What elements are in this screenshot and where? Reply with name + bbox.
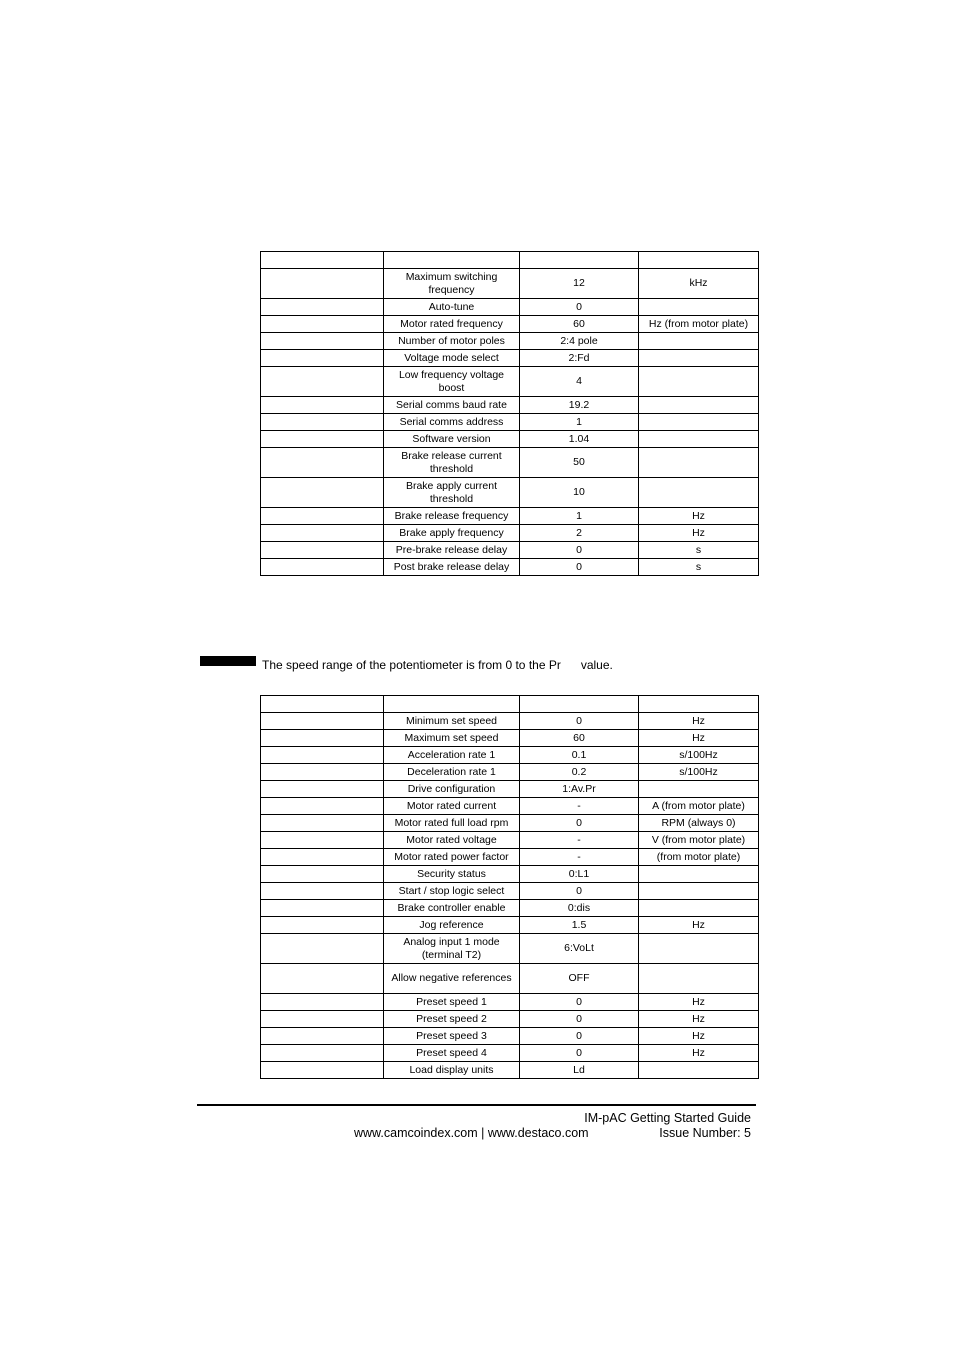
parameter-setting: - bbox=[520, 798, 639, 815]
parameter-description: Brake apply current threshold bbox=[384, 478, 520, 508]
parameter-units bbox=[639, 781, 759, 798]
parameter-setting: OFF bbox=[520, 964, 639, 994]
parameter-number bbox=[261, 934, 384, 964]
parameter-setting: 0:L1 bbox=[520, 866, 639, 883]
table-row bbox=[261, 730, 759, 747]
table-row bbox=[261, 1011, 759, 1028]
parameter-setting: 60 bbox=[520, 316, 639, 333]
parameter-setting: 19.2 bbox=[520, 397, 639, 414]
footer-website-links[interactable]: www.camcoindex.com | www.destaco.com bbox=[354, 1126, 589, 1140]
table-row bbox=[261, 397, 759, 414]
parameter-setting: - bbox=[520, 832, 639, 849]
note-text-after: value. bbox=[580, 658, 613, 672]
parameter-setting: 6:VoLt bbox=[520, 934, 639, 964]
parameter-setting: 0 bbox=[520, 1028, 639, 1045]
parameter-units: RPM (always 0) bbox=[639, 815, 759, 832]
parameter-units bbox=[639, 414, 759, 431]
parameter-units bbox=[639, 964, 759, 994]
footer-divider bbox=[197, 1104, 756, 1106]
parameter-description: Deceleration rate 1 bbox=[384, 764, 520, 781]
parameter-number bbox=[261, 1062, 384, 1079]
parameter-number bbox=[261, 1045, 384, 1062]
parameter-number bbox=[261, 798, 384, 815]
parameter-table-2 bbox=[260, 695, 759, 1079]
parameter-setting: 2:Fd bbox=[520, 350, 639, 367]
footer-issue-number: Issue Number: 5 bbox=[659, 1126, 751, 1140]
parameter-units bbox=[639, 431, 759, 448]
parameter-units bbox=[639, 299, 759, 316]
parameter-setting: 0:dis bbox=[520, 900, 639, 917]
table-row bbox=[261, 747, 759, 764]
parameter-setting: 1.04 bbox=[520, 431, 639, 448]
table-row bbox=[261, 934, 759, 964]
parameter-setting: 4 bbox=[520, 367, 639, 397]
parameter-number bbox=[261, 525, 384, 542]
table-row bbox=[261, 994, 759, 1011]
parameter-units bbox=[639, 900, 759, 917]
parameter-description: Motor rated voltage bbox=[384, 832, 520, 849]
parameter-units bbox=[639, 478, 759, 508]
parameter-number bbox=[261, 431, 384, 448]
note-text bbox=[262, 658, 613, 673]
parameter-description: Acceleration rate 1 bbox=[384, 747, 520, 764]
table-row bbox=[261, 781, 759, 798]
parameter-setting: 0.1 bbox=[520, 747, 639, 764]
parameter-units: V (from motor plate) bbox=[639, 832, 759, 849]
parameter-number bbox=[261, 866, 384, 883]
parameter-setting: 1 bbox=[520, 414, 639, 431]
parameter-description: Maximum switching frequency bbox=[384, 269, 520, 299]
parameter-description: Number of motor poles bbox=[384, 333, 520, 350]
parameter-number bbox=[261, 849, 384, 866]
parameter-setting: 2 bbox=[520, 525, 639, 542]
table-row bbox=[261, 849, 759, 866]
parameter-table-1 bbox=[260, 251, 759, 576]
parameter-number bbox=[261, 333, 384, 350]
parameter-description: Security status bbox=[384, 866, 520, 883]
parameter-units: Hz bbox=[639, 1045, 759, 1062]
table-row bbox=[261, 414, 759, 431]
parameter-units: Hz bbox=[639, 713, 759, 730]
parameter-setting: 50 bbox=[520, 448, 639, 478]
parameter-units: Hz bbox=[639, 730, 759, 747]
parameter-units: Hz bbox=[639, 1011, 759, 1028]
table-row bbox=[261, 316, 759, 333]
parameter-setting: Ld bbox=[520, 1062, 639, 1079]
parameter-number bbox=[261, 397, 384, 414]
parameter-number bbox=[261, 350, 384, 367]
parameter-units bbox=[639, 1062, 759, 1079]
parameter-description: Minimum set speed bbox=[384, 713, 520, 730]
parameter-number bbox=[261, 815, 384, 832]
parameter-description: Motor rated full load rpm bbox=[384, 815, 520, 832]
parameter-description: Preset speed 1 bbox=[384, 994, 520, 1011]
parameter-description: Start / stop logic select bbox=[384, 883, 520, 900]
parameter-setting: 1 bbox=[520, 508, 639, 525]
note-label-bar bbox=[200, 656, 256, 666]
parameter-setting: 1:Av.Pr bbox=[520, 781, 639, 798]
parameter-units bbox=[639, 367, 759, 397]
parameter-description: Post brake release delay bbox=[384, 559, 520, 576]
table-row bbox=[261, 269, 759, 299]
parameter-description: Brake release current threshold bbox=[384, 448, 520, 478]
parameter-units bbox=[639, 934, 759, 964]
parameter-units: s bbox=[639, 559, 759, 576]
table-row bbox=[261, 866, 759, 883]
parameter-description: Brake release frequency bbox=[384, 508, 520, 525]
footer-guide-title: IM-pAC Getting Started Guide bbox=[584, 1111, 751, 1125]
parameter-description: Analog input 1 mode (terminal T2) bbox=[384, 934, 520, 964]
table-row bbox=[261, 764, 759, 781]
parameter-description: Drive configuration bbox=[384, 781, 520, 798]
parameter-setting: 12 bbox=[520, 269, 639, 299]
parameter-description: Preset speed 2 bbox=[384, 1011, 520, 1028]
parameter-setting: 60 bbox=[520, 730, 639, 747]
parameter-number bbox=[261, 269, 384, 299]
parameter-setting: 0.2 bbox=[520, 764, 639, 781]
parameter-number bbox=[261, 316, 384, 333]
parameter-setting: - bbox=[520, 849, 639, 866]
table-row bbox=[261, 333, 759, 350]
parameter-number bbox=[261, 747, 384, 764]
parameter-setting: 0 bbox=[520, 559, 639, 576]
parameter-number bbox=[261, 994, 384, 1011]
parameter-units: kHz bbox=[639, 269, 759, 299]
table-row bbox=[261, 798, 759, 815]
table-row bbox=[261, 478, 759, 508]
parameter-number bbox=[261, 367, 384, 397]
parameter-description: Pre-brake release delay bbox=[384, 542, 520, 559]
table-row bbox=[261, 900, 759, 917]
parameter-units: Hz (from motor plate) bbox=[639, 316, 759, 333]
parameter-number bbox=[261, 713, 384, 730]
parameter-units: (from motor plate) bbox=[639, 849, 759, 866]
parameter-units bbox=[639, 350, 759, 367]
parameter-number bbox=[261, 299, 384, 316]
note-text-before: The speed range of the potentiometer is from 0 to the Pr bbox=[262, 658, 561, 672]
parameter-description: Software version bbox=[384, 431, 520, 448]
table-row bbox=[261, 299, 759, 316]
parameter-description: Motor rated frequency bbox=[384, 316, 520, 333]
parameter-units bbox=[639, 333, 759, 350]
parameter-number bbox=[261, 559, 384, 576]
parameter-description: Jog reference bbox=[384, 917, 520, 934]
parameter-units bbox=[639, 448, 759, 478]
parameter-units: Hz bbox=[639, 508, 759, 525]
parameter-units bbox=[639, 883, 759, 900]
table-row bbox=[261, 431, 759, 448]
table-row bbox=[261, 1028, 759, 1045]
parameter-units: Hz bbox=[639, 1028, 759, 1045]
parameter-units: A (from motor plate) bbox=[639, 798, 759, 815]
table-row bbox=[261, 367, 759, 397]
table-row bbox=[261, 559, 759, 576]
parameter-setting: 0 bbox=[520, 542, 639, 559]
table-row bbox=[261, 350, 759, 367]
parameter-units: s/100Hz bbox=[639, 764, 759, 781]
table-row bbox=[261, 964, 759, 994]
table-header-row bbox=[261, 696, 759, 713]
parameter-description: Maximum set speed bbox=[384, 730, 520, 747]
parameter-setting: 0 bbox=[520, 713, 639, 730]
table-row bbox=[261, 1062, 759, 1079]
parameter-setting: 0 bbox=[520, 815, 639, 832]
parameter-number bbox=[261, 1011, 384, 1028]
parameter-units: s bbox=[639, 542, 759, 559]
parameter-description: Preset speed 4 bbox=[384, 1045, 520, 1062]
parameter-number bbox=[261, 964, 384, 994]
parameter-description: Voltage mode select bbox=[384, 350, 520, 367]
parameter-description: Brake apply frequency bbox=[384, 525, 520, 542]
parameter-number bbox=[261, 414, 384, 431]
parameter-units bbox=[639, 397, 759, 414]
table-row bbox=[261, 713, 759, 730]
parameter-setting: 0 bbox=[520, 299, 639, 316]
table-row bbox=[261, 542, 759, 559]
parameter-description: Motor rated power factor bbox=[384, 849, 520, 866]
parameter-number bbox=[261, 917, 384, 934]
parameter-description: Serial comms baud rate bbox=[384, 397, 520, 414]
parameter-description: Brake controller enable bbox=[384, 900, 520, 917]
parameter-number bbox=[261, 900, 384, 917]
parameter-setting: 1.5 bbox=[520, 917, 639, 934]
parameter-description: Low frequency voltage boost bbox=[384, 367, 520, 397]
parameter-description: Load display units bbox=[384, 1062, 520, 1079]
parameter-number bbox=[261, 448, 384, 478]
parameter-description: Auto-tune bbox=[384, 299, 520, 316]
parameter-description: Serial comms address bbox=[384, 414, 520, 431]
parameter-number bbox=[261, 508, 384, 525]
table-row bbox=[261, 525, 759, 542]
table-row bbox=[261, 508, 759, 525]
parameter-number bbox=[261, 1028, 384, 1045]
parameter-number bbox=[261, 542, 384, 559]
parameter-number bbox=[261, 764, 384, 781]
parameter-setting: 0 bbox=[520, 994, 639, 1011]
parameter-description: Motor rated current bbox=[384, 798, 520, 815]
parameter-description: Preset speed 3 bbox=[384, 1028, 520, 1045]
parameter-units: Hz bbox=[639, 917, 759, 934]
table-row bbox=[261, 815, 759, 832]
parameter-number bbox=[261, 781, 384, 798]
table-row bbox=[261, 1045, 759, 1062]
parameter-setting: 2:4 pole bbox=[520, 333, 639, 350]
parameter-units: s/100Hz bbox=[639, 747, 759, 764]
parameter-number bbox=[261, 832, 384, 849]
parameter-description: Allow negative references bbox=[384, 964, 520, 994]
table-row bbox=[261, 883, 759, 900]
parameter-number bbox=[261, 883, 384, 900]
parameter-setting: 0 bbox=[520, 1045, 639, 1062]
parameter-setting: 10 bbox=[520, 478, 639, 508]
parameter-setting: 0 bbox=[520, 883, 639, 900]
parameter-units: Hz bbox=[639, 525, 759, 542]
parameter-units bbox=[639, 866, 759, 883]
parameter-units: Hz bbox=[639, 994, 759, 1011]
table-header-row bbox=[261, 252, 759, 269]
parameter-number bbox=[261, 730, 384, 747]
table-row bbox=[261, 917, 759, 934]
table-row bbox=[261, 832, 759, 849]
table-row bbox=[261, 448, 759, 478]
parameter-setting: 0 bbox=[520, 1011, 639, 1028]
parameter-number bbox=[261, 478, 384, 508]
